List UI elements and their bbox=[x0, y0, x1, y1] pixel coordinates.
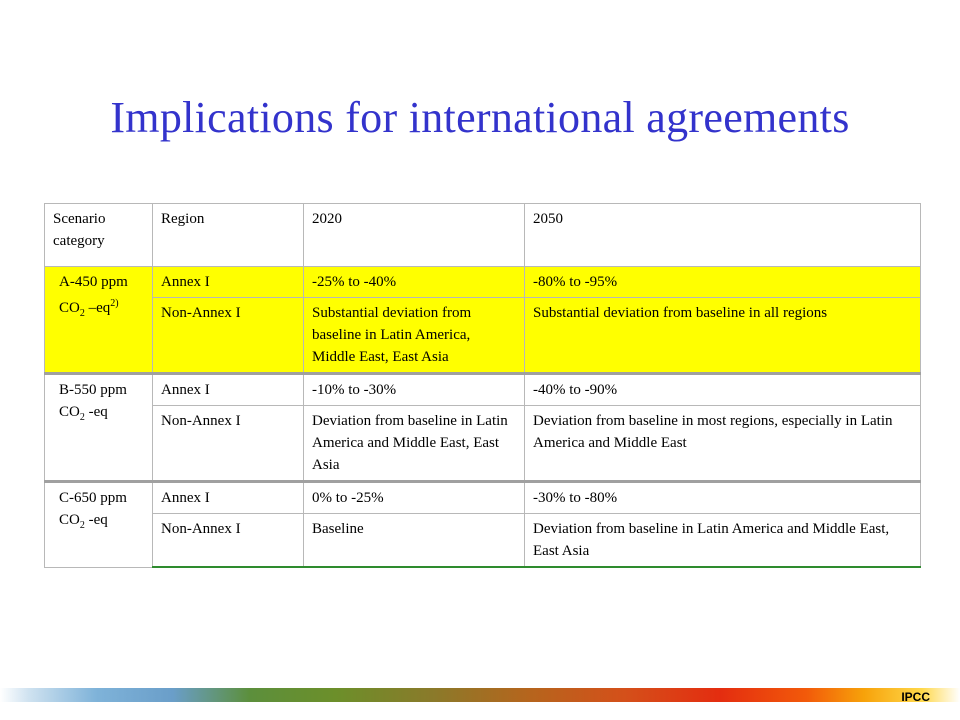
table-header-row bbox=[45, 204, 921, 267]
ipcc-label: IPCC bbox=[901, 690, 930, 704]
scenario-cell-a bbox=[45, 267, 153, 374]
table-row bbox=[45, 406, 921, 482]
header-2020: 2020 bbox=[304, 204, 525, 267]
header-region: Region bbox=[153, 204, 304, 267]
table-row bbox=[45, 482, 921, 514]
scenario-footnote: 2) bbox=[110, 298, 119, 309]
scenario-suffix: –eq bbox=[84, 300, 111, 316]
region-cell: Non-Annex I bbox=[153, 298, 304, 374]
value-2020-cell: Baseline bbox=[304, 514, 525, 568]
page-title: Implications for international agreements bbox=[110, 93, 850, 142]
targets-table bbox=[44, 203, 921, 568]
value-2050-cell: -30% to -80% bbox=[525, 482, 921, 514]
scenario-subscript: 2 bbox=[79, 412, 85, 423]
header-2050: 2050 bbox=[525, 204, 921, 267]
region-cell: Annex I bbox=[153, 374, 304, 406]
value-2050-cell: -40% to -90% bbox=[525, 374, 921, 406]
value-2050-cell: Deviation from baseline in most regions, especially in Latin America and Middle East bbox=[525, 406, 921, 482]
scenario-suffix: -eq bbox=[84, 404, 108, 420]
scenario-suffix: -eq bbox=[84, 512, 108, 528]
region-cell: Non-Annex I bbox=[153, 406, 304, 482]
header-scenario-category: Scenario category bbox=[45, 204, 153, 267]
region-cell: Non-Annex I bbox=[153, 514, 304, 568]
scenario-label: C-650 ppm CO bbox=[59, 490, 127, 528]
value-2050-cell: Deviation from baseline in Latin America and Middle East, East Asia bbox=[525, 514, 921, 568]
footer-gradient-bar bbox=[0, 688, 960, 702]
table-row bbox=[45, 298, 921, 374]
scenario-label: A-450 ppm CO bbox=[59, 274, 128, 316]
value-2020-cell: Deviation from baseline in Latin America and Middle East, East Asia bbox=[304, 406, 525, 482]
value-2050-cell: -80% to -95% bbox=[525, 267, 921, 298]
scenario-subscript: 2 bbox=[79, 520, 85, 531]
region-cell: Annex I bbox=[153, 482, 304, 514]
scenario-label: B-550 ppm CO bbox=[59, 382, 127, 420]
table-row bbox=[45, 514, 921, 568]
value-2020-cell: 0% to -25% bbox=[304, 482, 525, 514]
value-2020-cell: Substantial deviation from baseline in Latin America, Middle East, East Asia bbox=[304, 298, 525, 374]
table-row bbox=[45, 374, 921, 406]
table-row bbox=[45, 267, 921, 298]
region-cell: Annex I bbox=[153, 267, 304, 298]
value-2020-cell: -25% to -40% bbox=[304, 267, 525, 298]
scenario-cell-b bbox=[45, 374, 153, 482]
scenario-subscript: 2 bbox=[79, 308, 85, 319]
scenario-cell-c bbox=[45, 482, 153, 568]
value-2020-cell: -10% to -30% bbox=[304, 374, 525, 406]
value-2050-cell: Substantial deviation from baseline in all regions bbox=[525, 298, 921, 374]
